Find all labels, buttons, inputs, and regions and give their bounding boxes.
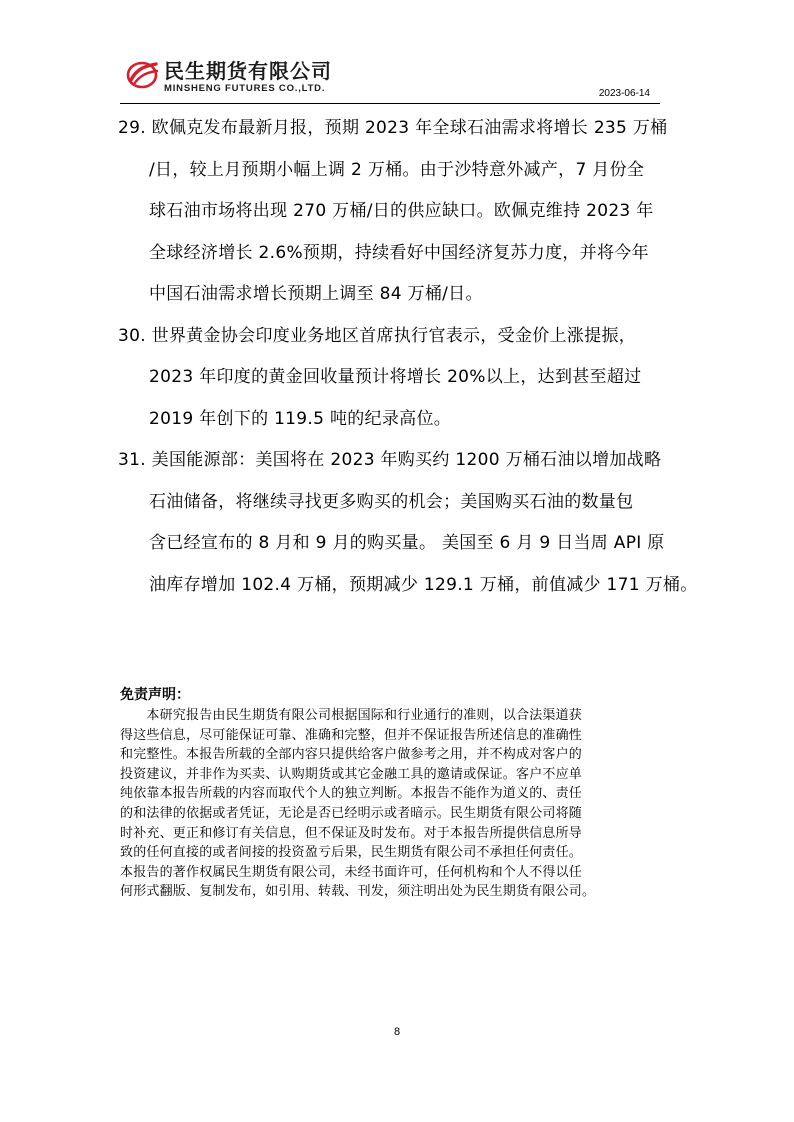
disclaimer-section (120, 684, 680, 902)
news-line: 全球经济增长 2.6%预期，持续看好中国经济复苏力度，并将今年 (149, 242, 649, 263)
disclaimer-line: 和完整性。本报告所载的全部内容只提供给客户做参考之用，并不构成对客户的 (120, 747, 583, 763)
disclaimer-line: 时补充、更正和修订有关信息，但不保证及时发布。对于本报告所提供信息所导 (120, 825, 583, 841)
news-item-30 (118, 316, 678, 441)
company-name-cn: 民生期货有限公司 (164, 59, 332, 83)
company-name-en: MINSHENG FUTURES CO.,LTD. (164, 83, 326, 94)
news-line: 2019 年创下的 119.5 吨的纪录高位。 (149, 408, 452, 429)
news-line: 球石油市场将出现 270 万桶/日的供应缺口。欧佩克维持 2023 年 (149, 201, 654, 221)
disclaimer-line: 本报告的著作权属民生期货有限公司，未经书面许可，任何机构和个人不得以任 (120, 864, 583, 880)
news-item-29 (118, 108, 678, 316)
news-line: 中国石油需求增长预期上调至 84 万桶/日。 (149, 284, 483, 304)
disclaimer-line: 何形式翻版、复制发布，如引用、转载、刊发，须注明出处为民生期货有限公司。 (120, 884, 596, 900)
disclaimer-line: 的和法律的依据或者凭证，无论是否已经明示或者暗示。民生期货有限公司将随 (120, 805, 583, 821)
news-line: 含已经宣布的 8 月和 9 月的购买量。 美国至 6 月 9 日当周 API 原 (149, 533, 665, 553)
news-line: 石油储备，将继续寻找更多购买的机会；美国购买石油的数量包 (149, 491, 634, 512)
news-line: /日，较上月预期小幅上调 2 万桶。由于沙特意外减产，7 月份全 (149, 159, 645, 180)
news-line: 31. 美国能源部：美国将在 2023 年购买约 1200 万桶石油以增加战略 (118, 450, 662, 470)
disclaimer-line: 本研究报告由民生期货有限公司根据国际和行业通行的准则，以合法渠道获 (120, 708, 583, 723)
news-line: 29. 欧佩克发布最新月报，预期 2023 年全球石油需求将增长 235 万桶 (118, 118, 668, 138)
page-header (120, 54, 660, 104)
disclaimer-body (120, 706, 680, 902)
disclaimer-line: 投资建议，并非作为买卖、认购期货或其它金融工具的邀请或保证。客户不应单 (120, 766, 583, 782)
minsheng-logo-icon (126, 58, 158, 90)
report-date: 2023-06-14 (598, 88, 650, 99)
disclaimer-title: 免责声明： (120, 687, 190, 703)
disclaimer-line: 纯依靠本报告所载的内容而取代个人的独立判断。本报告不能作为道义的、责任 (120, 786, 583, 802)
header-divider (120, 103, 660, 104)
news-item-31 (118, 440, 698, 606)
page-number: 8 (393, 1026, 401, 1038)
disclaimer-line: 致的任何直接的或者间接的投资盈亏后果，民生期货有限公司不承担任何责任。 (120, 845, 583, 861)
news-line: 30. 世界黄金协会印度业务地区首席执行官表示，受金价上涨提振， (118, 325, 637, 346)
news-line: 油库存增加 102.4 万桶，预期减少 129.1 万桶，前值减少 171 万桶。 (149, 574, 698, 595)
disclaimer-line: 得这些信息，尽可能保证可靠、准确和完整，但并不保证报告所述信息的准确性 (120, 727, 583, 743)
news-list (118, 108, 698, 606)
news-line: 2023 年印度的黄金回收量预计将增长 20%以上，达到甚至超过 (149, 367, 642, 387)
